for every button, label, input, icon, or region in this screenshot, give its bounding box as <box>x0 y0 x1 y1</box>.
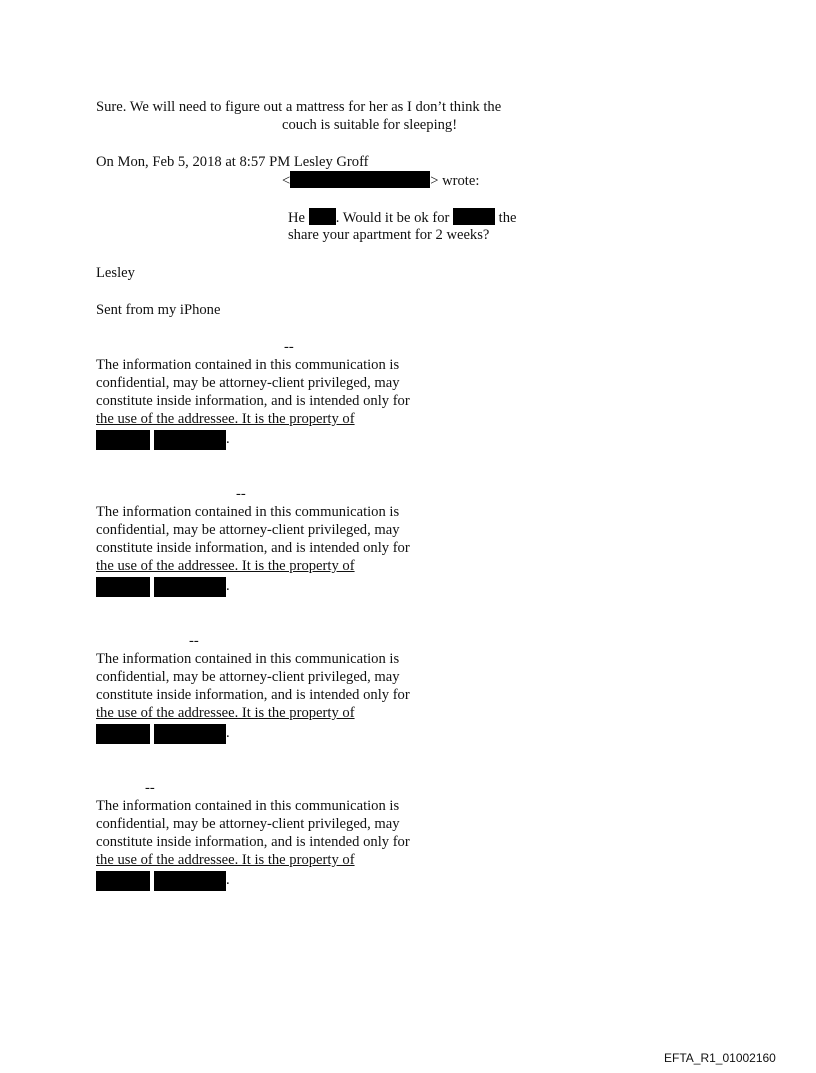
disclaimer-owner <box>96 577 456 597</box>
disclaimer-owner <box>96 871 456 891</box>
disclaimer-line-2: confidential, may be attorney-client privileged, may <box>96 669 400 685</box>
redacted-owner-1 <box>96 724 150 744</box>
redacted-name-1 <box>309 208 336 225</box>
disclaimer-block <box>96 650 456 744</box>
redacted-owner-1 <box>96 871 150 891</box>
quoted-the: the <box>498 210 517 226</box>
disclaimer-owner <box>96 430 456 450</box>
disclaimer-line-1: The information contained in this communication is <box>96 504 400 520</box>
quoted-message-line-2: share your apartment for 2 weeks? <box>288 227 490 243</box>
disclaimer-line-3: constitute inside information, and is intended only for <box>96 834 410 850</box>
disclaimer-line-3: constitute inside information, and is intended only for <box>96 687 410 703</box>
reply-line-2: couch is suitable for sleeping! <box>282 117 458 133</box>
disclaimer-period: . <box>226 725 230 741</box>
quote-header-line-2 <box>282 171 479 190</box>
disclaimer-line-4: the use of the addressee. It is the property of <box>96 558 355 574</box>
redacted-owner-2 <box>154 871 226 891</box>
disclaimer-line-3: constitute inside information, and is intended only for <box>96 393 410 409</box>
disclaimer-owner <box>96 724 456 744</box>
quote-header-open-bracket: < <box>282 173 291 189</box>
quote-header-line-1 <box>96 153 369 171</box>
disclaimer-line-2: confidential, may be attorney-client privileged, may <box>96 522 400 538</box>
redacted-owner-2 <box>154 577 226 597</box>
quoted-he: He <box>288 210 306 226</box>
reply-line-1: Sure. We will need to figure out a mattress for her as I don’t think the <box>96 99 502 115</box>
signature-device: Sent from my iPhone <box>96 302 221 318</box>
disclaimer-line-1: The information contained in this communication is <box>96 651 400 667</box>
disclaimer-block <box>96 797 456 891</box>
disclaimer-line-3: constitute inside information, and is intended only for <box>96 540 410 556</box>
redacted-owner-1 <box>96 577 150 597</box>
disclaimer-separator: -- <box>145 780 155 796</box>
redacted-name-2 <box>453 208 495 225</box>
disclaimer-block <box>96 503 456 597</box>
disclaimer-line-1: The information contained in this communication is <box>96 798 400 814</box>
disclaimer-period: . <box>226 431 230 447</box>
disclaimer-block <box>96 356 456 450</box>
quoted-message-line-1 <box>288 208 517 227</box>
disclaimer-line-4: the use of the addressee. It is the property of <box>96 852 355 868</box>
disclaimer-line-2: confidential, may be attorney-client privileged, may <box>96 375 400 391</box>
redacted-owner-1 <box>96 430 150 450</box>
disclaimer-period: . <box>226 872 230 888</box>
redacted-owner-2 <box>154 724 226 744</box>
document-id: EFTA_R1_01002160 <box>664 1051 776 1065</box>
disclaimer-line-4: the use of the addressee. It is the property of <box>96 705 355 721</box>
disclaimer-period: . <box>226 578 230 594</box>
quote-header-wrote: > wrote: <box>430 173 480 189</box>
quoted-would: . Would it be ok for <box>335 210 450 226</box>
redacted-email <box>290 171 430 188</box>
disclaimer-separator: -- <box>189 633 199 649</box>
disclaimer-separator: -- <box>284 339 294 355</box>
disclaimer-line-1: The information contained in this communication is <box>96 357 400 373</box>
signature-name: Lesley <box>96 265 135 281</box>
quote-header-text: On Mon, Feb 5, 2018 at 8:57 PM Lesley Groff <box>96 154 369 170</box>
redacted-owner-2 <box>154 430 226 450</box>
disclaimer-line-4: the use of the addressee. It is the property of <box>96 411 355 427</box>
disclaimer-separator: -- <box>236 486 246 502</box>
disclaimer-line-2: confidential, may be attorney-client privileged, may <box>96 816 400 832</box>
